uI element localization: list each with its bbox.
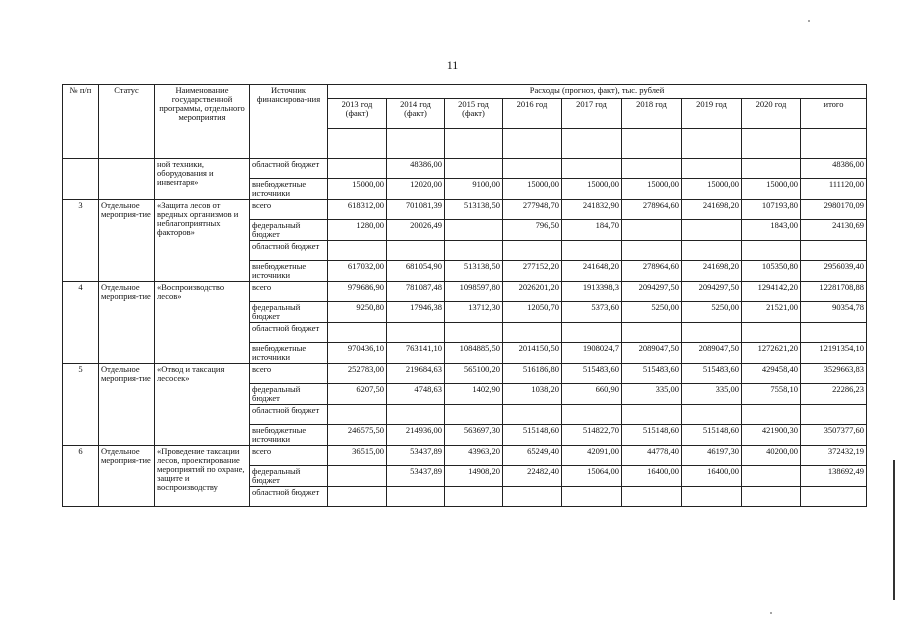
amount-cell bbox=[622, 241, 682, 261]
header-year: 2014 год (факт) bbox=[387, 99, 445, 129]
amount-cell: 15000,00 bbox=[682, 179, 742, 200]
amount-cell bbox=[682, 323, 742, 343]
program-name: «Проведение таксации лесов, проектирование мероприятий по охране, защите и воспроизводству bbox=[155, 446, 250, 507]
funding-source: внебюджетные источники bbox=[250, 179, 328, 200]
page-edge-line bbox=[893, 460, 895, 600]
amount-cell: 1908024,7 bbox=[562, 343, 622, 364]
amount-cell: 22482,40 bbox=[503, 466, 562, 487]
amount-cell bbox=[445, 405, 503, 425]
amount-cell: 17946,38 bbox=[387, 302, 445, 323]
total-cell: 3507377,60 bbox=[801, 425, 867, 446]
amount-cell bbox=[622, 487, 682, 507]
header-name: Наименование государственной программы, отдельного мероприятия bbox=[155, 85, 250, 159]
funding-source: федеральный бюджет bbox=[250, 384, 328, 405]
amount-cell: 241832,90 bbox=[562, 200, 622, 220]
amount-cell bbox=[328, 241, 387, 261]
amount-cell: 421900,30 bbox=[742, 425, 801, 446]
total-cell bbox=[801, 405, 867, 425]
amount-cell: 796,50 bbox=[503, 220, 562, 241]
amount-cell: 36515,00 bbox=[328, 446, 387, 466]
table-row bbox=[63, 200, 867, 220]
amount-cell: 15000,00 bbox=[622, 179, 682, 200]
table-row bbox=[63, 159, 867, 179]
amount-cell: 13712,30 bbox=[445, 302, 503, 323]
amount-cell: 7558,10 bbox=[742, 384, 801, 405]
amount-cell: 335,00 bbox=[622, 384, 682, 405]
amount-cell: 970436,10 bbox=[328, 343, 387, 364]
amount-cell: 2094297,50 bbox=[622, 282, 682, 302]
amount-cell bbox=[328, 487, 387, 507]
amount-cell bbox=[682, 159, 742, 179]
status-cell: Отдельное мероприя-тие bbox=[99, 282, 155, 364]
funding-source: всего bbox=[250, 364, 328, 384]
amount-cell bbox=[562, 487, 622, 507]
amount-cell bbox=[682, 405, 742, 425]
funding-source: федеральный бюджет bbox=[250, 220, 328, 241]
amount-cell: 5250,00 bbox=[622, 302, 682, 323]
table-row bbox=[63, 446, 867, 466]
amount-cell bbox=[562, 241, 622, 261]
total-cell: 372432,19 bbox=[801, 446, 867, 466]
amount-cell: 681054,90 bbox=[387, 261, 445, 282]
amount-cell: 1843,00 bbox=[742, 220, 801, 241]
amount-cell bbox=[445, 487, 503, 507]
amount-cell bbox=[328, 323, 387, 343]
row-number: 5 bbox=[63, 364, 99, 446]
amount-cell: 184,70 bbox=[562, 220, 622, 241]
amount-cell: 515148,60 bbox=[503, 425, 562, 446]
amount-cell: 617032,00 bbox=[328, 261, 387, 282]
amount-cell bbox=[742, 241, 801, 261]
total-cell: 138692,49 bbox=[801, 466, 867, 487]
amount-cell: 15000,00 bbox=[328, 179, 387, 200]
amount-cell: 21521,00 bbox=[742, 302, 801, 323]
funding-source: внебюджетные источники bbox=[250, 261, 328, 282]
header-expenses: Расходы (прогноз, факт), тыс. рублей bbox=[328, 85, 867, 99]
amount-cell: 516186,80 bbox=[503, 364, 562, 384]
amount-cell: 241698,20 bbox=[682, 200, 742, 220]
amount-cell: 701081,39 bbox=[387, 200, 445, 220]
amount-cell: 1084885,50 bbox=[445, 343, 503, 364]
table-row bbox=[63, 282, 867, 302]
total-cell: 111120,00 bbox=[801, 179, 867, 200]
amount-cell: 42091,00 bbox=[562, 446, 622, 466]
total-cell: 3529663,83 bbox=[801, 364, 867, 384]
amount-cell: 513138,50 bbox=[445, 200, 503, 220]
amount-cell: 660,90 bbox=[562, 384, 622, 405]
amount-cell: 241648,20 bbox=[562, 261, 622, 282]
cont-num bbox=[63, 159, 99, 200]
cont-status bbox=[99, 159, 155, 200]
amount-cell bbox=[387, 405, 445, 425]
funding-source: областной бюджет bbox=[250, 159, 328, 179]
amount-cell: 514822,70 bbox=[562, 425, 622, 446]
amount-cell: 277152,20 bbox=[503, 261, 562, 282]
amount-cell: 252783,00 bbox=[328, 364, 387, 384]
total-cell bbox=[801, 241, 867, 261]
amount-cell: 2089047,50 bbox=[622, 343, 682, 364]
amount-cell bbox=[622, 159, 682, 179]
amount-cell: 65249,40 bbox=[503, 446, 562, 466]
status-cell: Отдельное мероприя-тие bbox=[99, 364, 155, 446]
header-status: Статус bbox=[99, 85, 155, 159]
amount-cell: 515148,60 bbox=[682, 425, 742, 446]
funding-source: всего bbox=[250, 282, 328, 302]
amount-cell: 563697,30 bbox=[445, 425, 503, 446]
amount-cell: 5250,00 bbox=[682, 302, 742, 323]
funding-source: федеральный бюджет bbox=[250, 466, 328, 487]
amount-cell bbox=[503, 159, 562, 179]
amount-cell: 16400,00 bbox=[622, 466, 682, 487]
header-year: 2019 год bbox=[682, 99, 742, 129]
program-name: «Воспроизводство лесов» bbox=[155, 282, 250, 364]
total-cell bbox=[801, 323, 867, 343]
amount-cell bbox=[622, 220, 682, 241]
funding-source: областной бюджет bbox=[250, 487, 328, 507]
amount-cell: 278964,60 bbox=[622, 200, 682, 220]
amount-cell: 763141,10 bbox=[387, 343, 445, 364]
amount-cell bbox=[328, 159, 387, 179]
amount-cell: 53437,89 bbox=[387, 466, 445, 487]
amount-cell: 513138,50 bbox=[445, 261, 503, 282]
amount-cell bbox=[387, 487, 445, 507]
header-year: 2013 год (факт) bbox=[328, 99, 387, 129]
amount-cell bbox=[622, 323, 682, 343]
amount-cell: 565100,20 bbox=[445, 364, 503, 384]
amount-cell bbox=[742, 466, 801, 487]
amount-cell: 5373,60 bbox=[562, 302, 622, 323]
amount-cell bbox=[562, 323, 622, 343]
amount-cell: 2094297,50 bbox=[682, 282, 742, 302]
funding-source: областной бюджет bbox=[250, 323, 328, 343]
header-year: 2017 год bbox=[562, 99, 622, 129]
amount-cell: 40200,00 bbox=[742, 446, 801, 466]
header-year: 2016 год bbox=[503, 99, 562, 129]
amount-cell: 618312,00 bbox=[328, 200, 387, 220]
amount-cell bbox=[622, 405, 682, 425]
amount-cell: 515148,60 bbox=[622, 425, 682, 446]
amount-cell bbox=[682, 220, 742, 241]
amount-cell bbox=[503, 241, 562, 261]
amount-cell bbox=[562, 159, 622, 179]
amount-cell bbox=[387, 241, 445, 261]
amount-cell: 214936,00 bbox=[387, 425, 445, 446]
table-row bbox=[63, 364, 867, 384]
amount-cell: 46197,30 bbox=[682, 446, 742, 466]
scan-speck bbox=[770, 612, 772, 614]
amount-cell: 429458,40 bbox=[742, 364, 801, 384]
total-cell: 12281708,88 bbox=[801, 282, 867, 302]
amount-cell: 219684,63 bbox=[387, 364, 445, 384]
funding-source: федеральный бюджет bbox=[250, 302, 328, 323]
amount-cell: 241698,20 bbox=[682, 261, 742, 282]
amount-cell: 53437,89 bbox=[387, 446, 445, 466]
amount-cell: 1913398,3 bbox=[562, 282, 622, 302]
amount-cell: 43963,20 bbox=[445, 446, 503, 466]
amount-cell bbox=[503, 405, 562, 425]
amount-cell: 278964,60 bbox=[622, 261, 682, 282]
amount-cell bbox=[742, 405, 801, 425]
funding-source: всего bbox=[250, 200, 328, 220]
amount-cell: 14908,20 bbox=[445, 466, 503, 487]
header-source: Источник финансирова-ния bbox=[250, 85, 328, 159]
funding-source: областной бюджет bbox=[250, 405, 328, 425]
amount-cell: 6207,50 bbox=[328, 384, 387, 405]
amount-cell: 9100,00 bbox=[445, 179, 503, 200]
page-number: 11 bbox=[446, 58, 459, 72]
amount-cell: 515483,60 bbox=[682, 364, 742, 384]
amount-cell: 1038,20 bbox=[503, 384, 562, 405]
amount-cell: 2089047,50 bbox=[682, 343, 742, 364]
amount-cell: 15000,00 bbox=[742, 179, 801, 200]
row-number: 3 bbox=[63, 200, 99, 282]
amount-cell: 515483,60 bbox=[622, 364, 682, 384]
amount-cell: 105350,80 bbox=[742, 261, 801, 282]
amount-cell: 15064,00 bbox=[562, 466, 622, 487]
amount-cell: 107193,80 bbox=[742, 200, 801, 220]
amount-cell: 2026201,20 bbox=[503, 282, 562, 302]
amount-cell bbox=[445, 159, 503, 179]
amount-cell: 12050,70 bbox=[503, 302, 562, 323]
amount-cell bbox=[445, 323, 503, 343]
funding-source: внебюджетные источники bbox=[250, 343, 328, 364]
total-cell: 12191354,10 bbox=[801, 343, 867, 364]
total-cell: 22286,23 bbox=[801, 384, 867, 405]
amount-cell bbox=[742, 159, 801, 179]
status-cell: Отдельное мероприя-тие bbox=[99, 446, 155, 507]
header-year: 2018 год bbox=[622, 99, 682, 129]
header-total: итого bbox=[801, 99, 867, 129]
amount-cell: 277948,70 bbox=[503, 200, 562, 220]
amount-cell: 1294142,20 bbox=[742, 282, 801, 302]
amount-cell bbox=[328, 405, 387, 425]
budget-table bbox=[62, 84, 867, 507]
amount-cell: 1402,90 bbox=[445, 384, 503, 405]
amount-cell bbox=[742, 323, 801, 343]
scan-speck bbox=[808, 20, 810, 22]
row-number: 6 bbox=[63, 446, 99, 507]
status-cell: Отдельное мероприя-тие bbox=[99, 200, 155, 282]
total-cell bbox=[801, 487, 867, 507]
amount-cell: 1272621,20 bbox=[742, 343, 801, 364]
amount-cell: 335,00 bbox=[682, 384, 742, 405]
amount-cell bbox=[503, 323, 562, 343]
amount-cell: 246575,50 bbox=[328, 425, 387, 446]
amount-cell bbox=[742, 487, 801, 507]
header-num: № п/п bbox=[63, 85, 99, 159]
amount-cell bbox=[387, 323, 445, 343]
amount-cell: 1098597,80 bbox=[445, 282, 503, 302]
program-name: «Отвод и таксация лесосек» bbox=[155, 364, 250, 446]
amount-cell: 979686,90 bbox=[328, 282, 387, 302]
amount-cell: 15000,00 bbox=[562, 179, 622, 200]
amount-cell: 9250,80 bbox=[328, 302, 387, 323]
amount-cell: 12020,00 bbox=[387, 179, 445, 200]
funding-source: внебюджетные источники bbox=[250, 425, 328, 446]
funding-source: областной бюджет bbox=[250, 241, 328, 261]
total-cell: 2956039,40 bbox=[801, 261, 867, 282]
amount-cell bbox=[682, 241, 742, 261]
total-cell: 2980170,09 bbox=[801, 200, 867, 220]
amount-cell: 16400,00 bbox=[682, 466, 742, 487]
amount-cell: 20026,49 bbox=[387, 220, 445, 241]
amount-cell: 2014150,50 bbox=[503, 343, 562, 364]
amount-cell bbox=[562, 405, 622, 425]
amount-cell bbox=[445, 220, 503, 241]
amount-cell: 48386,00 bbox=[387, 159, 445, 179]
amount-cell: 781087,48 bbox=[387, 282, 445, 302]
amount-cell: 1280,00 bbox=[328, 220, 387, 241]
program-name: «Защита лесов от вредных организмов и неблагоприятных факторов» bbox=[155, 200, 250, 282]
header-year: 2020 год bbox=[742, 99, 801, 129]
amount-cell bbox=[328, 466, 387, 487]
amount-cell: 44778,40 bbox=[622, 446, 682, 466]
amount-cell: 4748,63 bbox=[387, 384, 445, 405]
header-year: 2015 год (факт) bbox=[445, 99, 503, 129]
total-cell: 24130,69 bbox=[801, 220, 867, 241]
program-name: ной техники, оборудования и инвентаря» bbox=[155, 159, 250, 200]
funding-source: всего bbox=[250, 446, 328, 466]
amount-cell: 515483,60 bbox=[562, 364, 622, 384]
amount-cell bbox=[682, 487, 742, 507]
total-cell: 48386,00 bbox=[801, 159, 867, 179]
row-number: 4 bbox=[63, 282, 99, 364]
amount-cell bbox=[445, 241, 503, 261]
amount-cell bbox=[503, 487, 562, 507]
total-cell: 90354,78 bbox=[801, 302, 867, 323]
amount-cell: 15000,00 bbox=[503, 179, 562, 200]
